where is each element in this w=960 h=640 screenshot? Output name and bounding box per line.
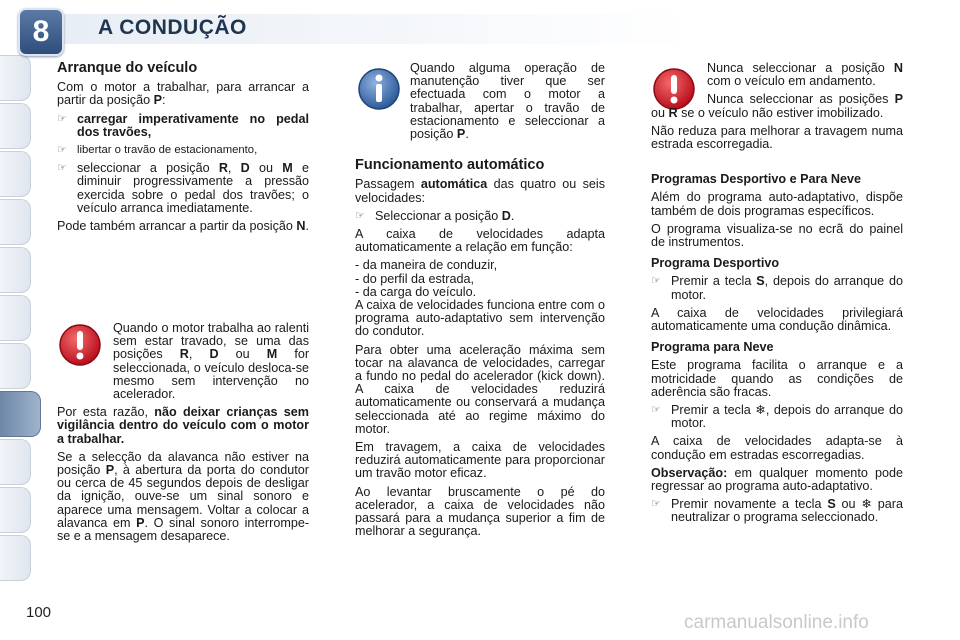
paragraph: Observação: em qualquer momento pode regressar ao programa auto-adaptativo. [651,465,903,494]
page-title: A CONDUÇÃO [98,16,247,39]
chapter-tab[interactable] [0,343,31,389]
section-heading-programs: Programas Desportivo e Para Neve [651,172,861,187]
section-heading-auto: Funcionamento automático [355,157,545,174]
paragraph: Além do programa auto-adaptativo, dispõe também de dois programas específicos. [651,190,903,218]
pointing-hand-icon: ☞ [651,275,661,288]
pointing-hand-icon: ☞ [651,404,661,417]
paragraph: A caixa de velocidades funciona entre com o programa auto-adaptativo sem intervenção do condutor. [355,298,605,339]
list-item: ☞ Premir a tecla ❄, depois do arranque do motor. [651,403,903,431]
paragraph: Em travagem, a caixa de velocidades reduzirá automaticamente para proporcionar um travão motor eficaz. [355,440,605,481]
snowflake-icon: ❄ [861,497,872,512]
chapter-tab[interactable] [0,487,31,533]
paragraph: Por esta razão, não deixar crianças sem vigilância dentro do veículo com o motor a trabalhar. [57,405,309,446]
paragraph: Passagem automática das quatro ou seis velocidades: [355,177,605,205]
paragraph: O programa visualiza-se no ecrã do painel de instrumentos. [651,221,903,250]
warning-block-left [57,322,309,548]
dash-item: - da maneira de conduzir, [355,258,498,273]
chapter-tab[interactable] [0,295,31,341]
info-note: Quando alguma operação de manutenção tiver que ser efectuada com o motor a trabalhar, apertar o travão de estacionamento e seleccionar a posição P. [410,61,605,142]
right-column [651,62,903,530]
paragraph: Nunca seleccionar as posições P ou R se o veículo não estiver imobilizado. [651,92,904,120]
paragraph: A caixa de velocidades adapta automaticamente a relação em função: [355,227,605,255]
list-item: ☞ carregar imperativamente no pedal dos travões, [57,111,309,139]
paragraph: Ao levantar bruscamente o pé do acelerador, a caixa de velocidades não passará para a mudança superior a fim de melhorar a segurança. [355,484,605,539]
paragraph: A caixa de velocidades adapta-se à condução em estradas escorregadias. [651,434,903,462]
middle-column [355,62,605,544]
section-heading-start: Arranque do veículo [57,60,198,76]
list-item: ☞ Premir novamente a tecla S ou ❄ para neutralizar o programa seleccionado. [651,497,903,525]
chapter-tab-active[interactable] [0,391,41,437]
list-item: ☞ seleccionar a posição R, D ou M e diminuir progressivamente a pressão exercida sobre o pedal dos travões; o veículo arranca imediatamente. [57,161,309,215]
list-item: ☞ Seleccionar a posição D. [355,208,515,223]
subheading-sport: Programa Desportivo [651,256,780,271]
chapter-tab[interactable] [0,103,31,149]
paragraph: Pode também arrancar a partir da posição N. [57,219,310,234]
paragraph: Não reduza para melhorar a travagem numa estrada escorregadia. [651,123,903,152]
paragraph: Para obter uma aceleração máxima sem tocar na alavanca de velocidades, carregar a fundo no pedal do acelerador (kick down). A caixa de velocidades reduzirá automaticamente ou conservará a mudança seleccionada até ao regime máximo do motor. [355,342,605,436]
pointing-hand-icon: ☞ [355,209,365,222]
chapter-number: 8 [18,8,64,56]
paragraph: A caixa de velocidades privilegiará automaticamente uma condução dinâmica. [651,305,903,334]
page-number: 100 [26,604,52,621]
chapter-tab[interactable] [0,247,31,293]
chapter-tab[interactable] [0,151,31,197]
pointing-hand-icon: ☞ [57,112,67,125]
paragraph: Quando o motor trabalha ao ralenti sem estar travado, se uma das posições R, D ou M for seleccionada, o veículo desloca-se mesmo sem intervenção no acelerador. [113,321,310,402]
pointing-hand-icon: ☞ [57,162,67,175]
watermark: carmanualsonline.info [684,612,869,633]
chapter-tab[interactable] [0,439,31,485]
dash-item: - da carga do veículo. [355,284,477,299]
snowflake-icon: ❄ [755,403,766,418]
paragraph: Com o motor a trabalhar, para arrancar a partir da posição P: [57,80,309,108]
list-item: ☞ Premir a tecla S, depois do arranque do motor. [651,274,903,302]
chapter-tab[interactable] [0,55,31,101]
paragraph: Se a selecção da alavanca não estiver na posição P, à abertura da porta do condutor ou cerca de 45 segundos depois de desligar da ignição, ouve-se um sinal sonoro e aparece uma mensagem. Voltar a colocar a alavanca em P. O sinal sonoro interrompe-se e a mensagem desaparece. [57,449,310,544]
chapter-tab-strip [0,55,40,575]
paragraph: Nunca seleccionar a posição N com o veículo em andamento. [707,61,903,89]
list-item: ☞ libertar o travão de estacionamento, [57,144,258,157]
subheading-snow: Programa para Neve [651,340,774,355]
dash-item: - do perfil da estrada, [355,271,475,286]
pointing-hand-icon: ☞ [651,498,661,511]
chapter-tab[interactable] [0,199,31,245]
left-column [57,62,309,238]
chapter-tab[interactable] [0,535,31,581]
paragraph: Este programa facilita o arranque e a motricidade quando as condições de aderência são fracas. [651,358,903,399]
pointing-hand-icon: ☞ [57,144,67,157]
